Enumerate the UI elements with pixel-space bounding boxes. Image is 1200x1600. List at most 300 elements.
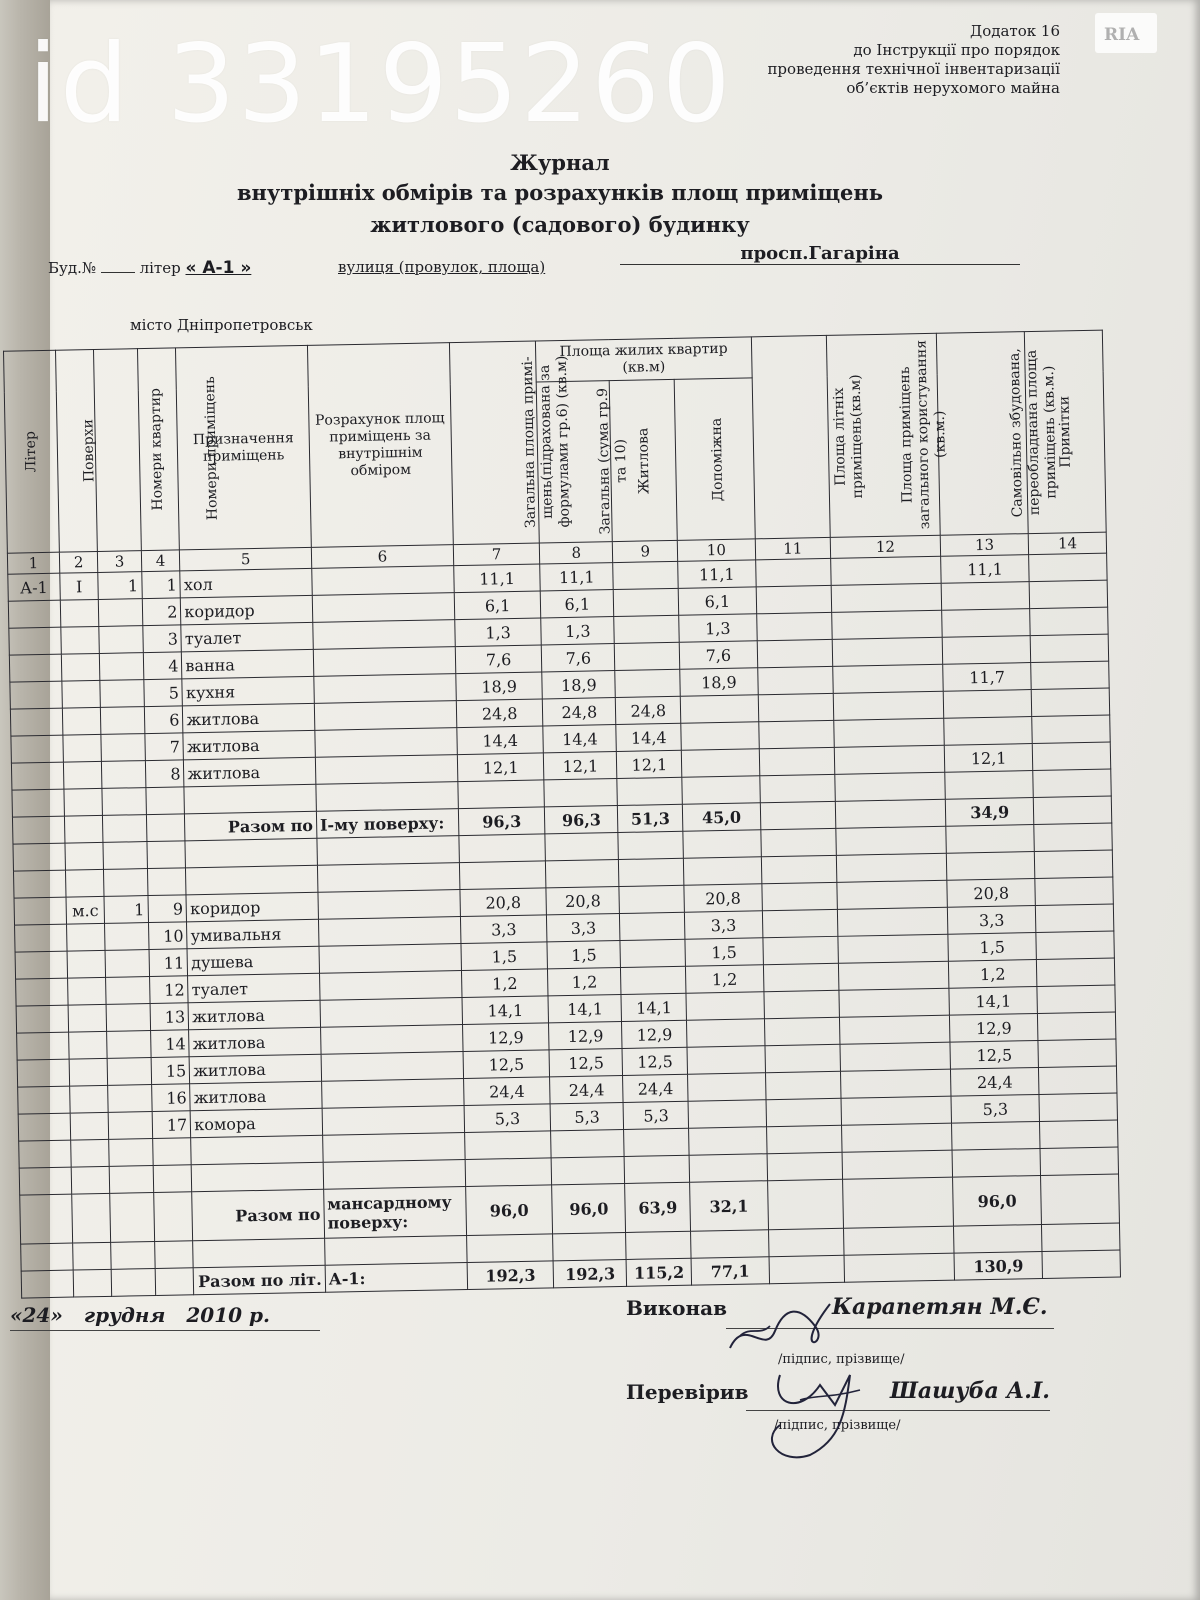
cell-illegal-area: 14,1 [949, 987, 1038, 1016]
table-cell [619, 858, 684, 886]
cell-common-area [838, 934, 948, 963]
table-cell [64, 815, 103, 843]
cell-illegal-area: 12,5 [950, 1040, 1039, 1069]
total-area: 192,3 [467, 1261, 554, 1290]
cell-summer-area [765, 1044, 841, 1072]
cell-floor [62, 680, 101, 708]
cell-room-number: 12 [149, 976, 188, 1004]
cell-notes [1032, 715, 1110, 743]
table-cell [624, 1128, 689, 1156]
cell-notes [1032, 688, 1110, 716]
cell-floor [68, 1004, 107, 1032]
performed-signature [720, 1296, 840, 1366]
cell-illegal-area: 12,1 [944, 744, 1033, 773]
header-rooms: Номери приміщень [137, 348, 180, 551]
cell-liter [16, 978, 68, 1006]
cell-auxiliary-area [686, 992, 764, 1020]
table-cell [545, 833, 619, 861]
table-cell [761, 828, 837, 856]
cell-floor [68, 1031, 107, 1059]
cell-living-area: 12,9 [622, 1020, 687, 1048]
cell-summer-area [765, 1071, 841, 1099]
cell-living-area: 12,1 [617, 750, 682, 778]
cell-room-number: 4 [143, 652, 182, 680]
header-common-area: Площа приміщень загального користування (кв.м.) [826, 333, 940, 537]
table-cell [946, 825, 1035, 854]
cell-illegal-area: 1,2 [948, 960, 1037, 989]
table-cell [153, 1165, 192, 1193]
table-cell [103, 842, 147, 870]
cell-auxiliary-area: 11,1 [678, 560, 756, 588]
cell-notes [1038, 1012, 1116, 1040]
cell-room-number: 14 [150, 1030, 189, 1058]
cell-notes [1038, 1039, 1116, 1067]
table-cell [618, 831, 683, 859]
total-label-2: А-1: [325, 1263, 468, 1293]
cell-liter [9, 627, 61, 655]
checked-caption: /підпис, прізвище/ [774, 1418, 901, 1433]
cell-common-area [841, 1069, 951, 1098]
cell-liter [11, 735, 63, 763]
cell-living-area [614, 615, 679, 643]
cell-notes [1037, 985, 1115, 1013]
cell-auxiliary-area: 18,9 [680, 668, 758, 696]
cell-summer-area [764, 1017, 840, 1045]
cell-calculation [314, 674, 457, 704]
cell-summer-area [762, 882, 838, 910]
cell-floor [66, 923, 105, 951]
table-cell [322, 1133, 465, 1163]
cell-room-number: 9 [148, 895, 187, 923]
cell-living-area [620, 939, 685, 967]
table-cell [1040, 1120, 1118, 1148]
cell-general-area: 24,4 [550, 1075, 624, 1103]
cell-calculation [320, 998, 463, 1028]
table-cell [13, 870, 65, 898]
total-general: 96,0 [552, 1183, 626, 1233]
header-summer-area: Площа літніх приміщень(кв.м) [751, 335, 830, 538]
table-cell [185, 838, 317, 868]
cell-apartment [105, 923, 149, 951]
cell-purpose: житлова [190, 1081, 322, 1111]
cell-living-area [619, 885, 684, 913]
cell-apartment: 1 [104, 896, 148, 924]
cell-living-area: 5,3 [624, 1101, 689, 1129]
table-cell [111, 1242, 155, 1270]
cell-common-area [831, 556, 941, 585]
cell-notes [1036, 904, 1114, 932]
cell-common-area [841, 1096, 951, 1125]
document-title: Журнал [510, 150, 610, 175]
cell-floor [62, 707, 101, 735]
cell-purpose: душева [187, 946, 319, 976]
cell-room-number: 15 [151, 1057, 190, 1085]
cell-general-area: 1,5 [547, 940, 621, 968]
table-cell [467, 1234, 554, 1263]
cell-living-area: 24,4 [623, 1074, 688, 1102]
cell-purpose: туалет [188, 973, 320, 1003]
table-cell [945, 771, 1034, 800]
cell-room-number: 7 [144, 733, 183, 761]
cell-calculation [322, 1106, 465, 1136]
cell-liter [10, 681, 62, 709]
header-general: Загальна (сума гр.9 та 10) [536, 381, 612, 543]
table-cell [465, 1131, 552, 1160]
cell-floor: I [59, 572, 98, 600]
cell-auxiliary-area: 20,8 [684, 884, 762, 912]
cell-liter [9, 654, 61, 682]
table-cell [617, 777, 682, 805]
cell-living-area [613, 561, 678, 589]
table-cell [317, 836, 460, 866]
cell-auxiliary-area: 1,3 [679, 614, 757, 642]
table-cell [146, 814, 185, 842]
cell-total-area: 24,8 [456, 699, 543, 728]
cell-summer-area [763, 936, 839, 964]
cell-calculation [312, 593, 455, 623]
cell-summer-area [762, 909, 838, 937]
table-cell [1034, 823, 1112, 851]
table-cell [21, 1243, 73, 1271]
cell-common-area [831, 583, 941, 612]
table-cell [946, 852, 1035, 881]
total-label: Разом по літ. [194, 1265, 326, 1295]
cell-calculation [318, 917, 461, 947]
cell-illegal-area: 5,3 [951, 1094, 1040, 1123]
cell-notes [1039, 1093, 1117, 1121]
header-auxiliary: Допоміжна [674, 378, 755, 540]
cell-illegal-area: 11,7 [943, 663, 1032, 692]
cell-total-area: 1,2 [462, 969, 549, 998]
cell-calculation [319, 944, 462, 974]
cell-purpose: коридор [186, 892, 318, 922]
cell-apartment [100, 680, 144, 708]
cell-apartment [107, 1031, 151, 1059]
cell-apartment [107, 1004, 151, 1032]
table-cell [19, 1140, 71, 1168]
cell-common-area [840, 1015, 950, 1044]
cell-general-area: 12,9 [549, 1021, 623, 1049]
cell-living-area: 14,4 [616, 723, 681, 751]
appendix-line: проведення технічної інвентаризації [767, 60, 1060, 78]
cell-general-area: 7,6 [541, 644, 615, 672]
total-auxiliary: 45,0 [682, 803, 760, 831]
table-cell [65, 842, 104, 870]
cell-floor [61, 626, 100, 654]
total-label-2: мансардному поверху: [323, 1187, 466, 1239]
table-cell [21, 1270, 73, 1298]
cell-auxiliary-area [688, 1073, 766, 1101]
cell-room-number: 17 [152, 1111, 191, 1139]
cell-illegal-area [941, 582, 1030, 611]
table-cell [769, 1255, 845, 1283]
document-subtitle: внутрішніх обмірів та розрахунків площ приміщень [236, 180, 884, 205]
cell-liter [11, 762, 63, 790]
building-meta [48, 258, 251, 278]
table-cell [317, 863, 460, 893]
table-cell [836, 853, 946, 882]
cell-notes [1030, 634, 1108, 662]
cell-room-number: 11 [149, 949, 188, 977]
cell-general-area: 12,1 [544, 752, 618, 780]
cell-illegal-area [944, 717, 1033, 746]
table-cell [110, 1193, 154, 1243]
cell-general-area: 6,1 [540, 590, 614, 618]
table-cell [73, 1269, 112, 1297]
city-name: місто Дніпропетровськ [130, 316, 313, 334]
table-cell [12, 789, 64, 817]
table-cell [147, 841, 186, 869]
cell-common-area [834, 745, 944, 774]
cell-purpose: житлова [184, 757, 316, 787]
table-cell [459, 861, 546, 890]
table-cell [191, 1135, 323, 1165]
checked-signature [740, 1360, 880, 1470]
appendix-line: Додаток 16 [970, 22, 1060, 40]
table-cell [153, 1192, 193, 1242]
letter-label: літер [139, 259, 181, 277]
document-subtitle-2: житлового (садового) будинку [370, 212, 750, 237]
cell-floor [67, 977, 106, 1005]
cell-notes [1033, 742, 1111, 770]
cell-purpose: житлова [183, 703, 315, 733]
table-cell [844, 1226, 954, 1255]
table-cell [103, 815, 147, 843]
cell-purpose: житлова [183, 730, 315, 760]
cell-calculation [319, 971, 462, 1001]
table-cell [551, 1156, 625, 1184]
cell-total-area: 18,9 [456, 672, 543, 701]
total-label-2: I-му поверху: [316, 809, 459, 839]
street-label: вулиця (провулок, площа) [338, 258, 546, 276]
cell-purpose: житлова [189, 1054, 321, 1084]
cell-total-area: 5,3 [464, 1104, 551, 1133]
header-living-group: Площа жилих квартир (кв.м) [536, 337, 752, 382]
table-cell [184, 784, 316, 814]
table-cell [110, 1166, 154, 1194]
table-cell [102, 788, 146, 816]
table-cell [842, 1150, 952, 1179]
table-cell [625, 1155, 690, 1183]
cell-general-area: 14,4 [543, 725, 617, 753]
total-living: 115,2 [627, 1258, 692, 1286]
cell-purpose: кухня [182, 676, 314, 706]
cell-summer-area [757, 639, 833, 667]
cell-illegal-area: 12,9 [949, 1013, 1038, 1042]
measurement-table [3, 330, 1121, 1299]
table-cell [20, 1194, 73, 1244]
table-cell [689, 1154, 767, 1182]
cell-liter [15, 924, 67, 952]
cell-common-area [832, 610, 942, 639]
cell-total-area: 1,3 [455, 618, 542, 647]
cell-summer-area [755, 558, 831, 586]
table-cell [13, 843, 65, 871]
total-auxiliary: 77,1 [691, 1257, 769, 1285]
date-day: «24» [10, 1303, 63, 1327]
table-cell [1042, 1250, 1120, 1278]
building-label: Буд.№ [48, 259, 97, 277]
table-cell [760, 801, 836, 829]
total-area: 96,0 [466, 1185, 553, 1236]
cell-room-number: 3 [142, 625, 181, 653]
cell-purpose: ванна [182, 649, 314, 679]
cell-auxiliary-area [688, 1100, 766, 1128]
cell-total-area: 14,4 [457, 726, 544, 755]
cell-auxiliary-area [680, 695, 758, 723]
cell-living-area [615, 642, 680, 670]
cell-calculation [318, 890, 461, 920]
total-illegal: 34,9 [945, 798, 1034, 827]
table-cell [12, 816, 64, 844]
cell-summer-area [756, 612, 832, 640]
total-general: 192,3 [553, 1259, 627, 1287]
appendix-line: до Інструкції про порядок [853, 41, 1060, 59]
total-illegal: 96,0 [953, 1175, 1042, 1226]
checked-name: Шашуба А.І. [890, 1378, 1050, 1404]
table-cell [192, 1162, 324, 1192]
cell-total-area: 12,1 [457, 753, 544, 782]
cell-living-area: 14,1 [621, 993, 686, 1021]
cell-apartment [102, 761, 146, 789]
cell-summer-area [757, 666, 833, 694]
cell-total-area: 12,5 [463, 1050, 550, 1079]
cell-floor [63, 734, 102, 762]
cell-calculation [312, 566, 455, 596]
cell-apartment [106, 977, 150, 1005]
table-cell [465, 1158, 552, 1187]
cell-liter [17, 1059, 69, 1087]
cell-room-number: 2 [142, 598, 181, 626]
table-cell [844, 1253, 954, 1282]
cell-calculation [321, 1079, 464, 1109]
table-cell [104, 869, 148, 897]
table-cell [953, 1224, 1042, 1253]
header-calculation: Розрахунок площ приміщень за внутрішнім обміром [307, 343, 453, 548]
signing-date [10, 1303, 284, 1327]
cell-floor: м.с [66, 896, 105, 924]
cell-common-area [839, 961, 949, 990]
table-cell [193, 1238, 325, 1268]
cell-total-area: 14,1 [462, 996, 549, 1025]
cell-living-area [615, 669, 680, 697]
performed-name: Карапетян М.Є. [832, 1294, 1048, 1320]
cell-calculation [314, 701, 457, 731]
table-cell [70, 1139, 109, 1167]
total-auxiliary: 32,1 [690, 1181, 769, 1231]
cell-notes [1029, 553, 1107, 581]
table-cell [759, 774, 835, 802]
cell-general-area: 11,1 [540, 563, 614, 591]
cell-floor [63, 761, 102, 789]
table-cell [316, 782, 459, 812]
table-cell [72, 1242, 111, 1270]
table-cell [71, 1166, 110, 1194]
table-cell [952, 1148, 1041, 1177]
cell-summer-area [763, 963, 839, 991]
cell-room-number: 8 [145, 760, 184, 788]
cell-auxiliary-area [681, 749, 759, 777]
table-cell [459, 834, 546, 863]
table-cell [682, 776, 760, 804]
cell-auxiliary-area: 3,3 [685, 911, 763, 939]
cell-apartment [106, 950, 150, 978]
letter-value: « А-1 » [185, 258, 252, 278]
cell-total-area: 12,9 [463, 1023, 550, 1052]
cell-general-area: 14,1 [548, 994, 622, 1022]
table-cell [951, 1121, 1040, 1150]
cell-common-area [837, 907, 947, 936]
total-living: 51,3 [618, 804, 683, 832]
date-year: 2010 р. [186, 1303, 270, 1327]
cell-apartment: 1 [98, 572, 142, 600]
street-value: просп.Гагаріна [620, 243, 1020, 265]
cell-general-area: 1,2 [548, 967, 622, 995]
cell-room-number: 13 [150, 1003, 189, 1031]
table-cell [152, 1138, 191, 1166]
header-living: Житлова [610, 379, 678, 541]
header-apartments: Номери квартир [94, 349, 141, 552]
table-cell [691, 1230, 769, 1258]
cell-notes [1035, 877, 1113, 905]
table-cell [112, 1268, 156, 1296]
table-cell [19, 1167, 71, 1195]
measurement-table-wrapper [3, 329, 1131, 1298]
appendix-note [767, 22, 1060, 98]
table-cell [154, 1241, 193, 1269]
cell-liter [18, 1113, 70, 1141]
ria-logo [1095, 13, 1157, 53]
table-cell [1040, 1147, 1118, 1175]
cell-purpose: житлова [188, 1000, 320, 1030]
column-numbers-row: 1 2 3 4 5 6 7 8 9 10 11 12 13 14 [7, 532, 1106, 574]
cell-calculation [315, 728, 458, 758]
cell-apartment [101, 707, 145, 735]
cell-calculation [313, 647, 456, 677]
cell-room-number: 1 [141, 571, 180, 599]
cell-apartment [100, 653, 144, 681]
cell-general-area: 3,3 [547, 914, 621, 942]
cell-total-area: 7,6 [455, 645, 542, 674]
cell-summer-area [766, 1098, 842, 1126]
table-cell [1034, 796, 1112, 824]
table-cell [64, 788, 103, 816]
cell-apartment [99, 626, 143, 654]
table-cell [324, 1236, 467, 1266]
date-month: грудня [83, 1303, 166, 1327]
cell-calculation [313, 620, 456, 650]
cell-auxiliary-area [687, 1019, 765, 1047]
cell-room-number: 10 [148, 922, 187, 950]
cell-general-area: 5,3 [550, 1102, 624, 1130]
table-cell [761, 855, 837, 883]
cell-calculation [315, 755, 458, 785]
cell-notes [1036, 931, 1114, 959]
cell-general-area: 24,8 [542, 698, 616, 726]
cell-notes [1030, 607, 1108, 635]
cell-illegal-area: 20,8 [947, 879, 1036, 908]
cell-auxiliary-area [687, 1046, 765, 1074]
cell-purpose: хол [180, 568, 312, 598]
total-label: Разом по [192, 1189, 324, 1241]
cell-apartment [108, 1085, 152, 1113]
cell-general-area: 20,8 [546, 887, 620, 915]
cell-floor [69, 1058, 108, 1086]
cell-liter [15, 951, 67, 979]
cell-common-area [837, 880, 947, 909]
table-cell [1042, 1223, 1120, 1251]
cell-illegal-area: 11,1 [941, 555, 1030, 584]
